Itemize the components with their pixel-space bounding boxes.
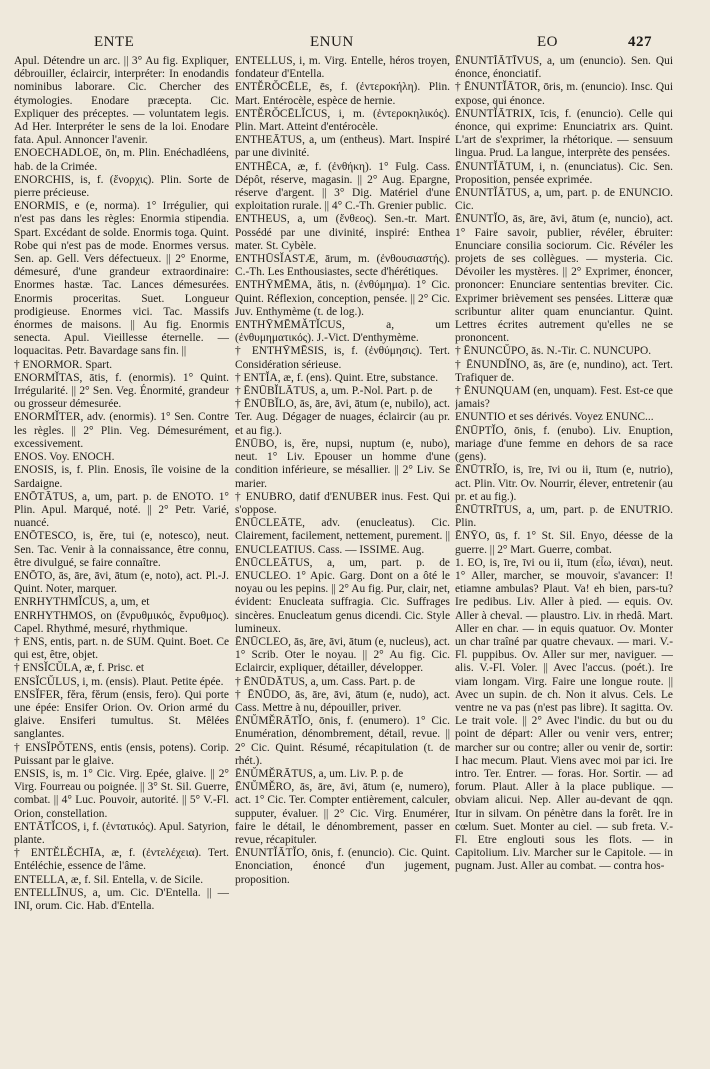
dictionary-entry: † ENUBRO, datif d'ENUBER inus. Fest. Qui s'oppose. (235, 490, 450, 516)
dictionary-entry: † ĒNUNDĬNO, ās, āre (e, nundino), act. Tert. Trafiquer de. (455, 358, 673, 384)
dictionary-entry: ĒNUNTĬO, ās, āre, āvi, ātum (e, nuncio), act. 1° Faire savoir, publier, révéler, ébruiter: Enunciare consilia sociorum. Cic. Révéler les projets de ses collègues. — mysteria. Cic. Dévoiler les mystères. || 2° Exprimer, énoncer, prononcer: Enunciare sententias breviter. Cic. Exprimer brièvement ses pensées. Litteræ quæ scribuntur aliter quam enunciantur. Quint. Lettres écrites autrement qu'elles ne se prononcent. (455, 213, 673, 345)
column-1 (14, 55, 229, 1055)
running-header (0, 34, 710, 52)
dictionary-entry: ĒNUNTĬĀTĪVUS, a, um (enuncio). Sen. Qui énonce, énonciatif. (455, 55, 673, 81)
dictionary-entry: 1. EO, is, īre, īvi ou ii, ītum (εἶω, ἰέναι), neut. 1° Aller, marcher, se mouvoir, s'avancer: I! etiamne ambulas? Plaut. Va! eh bien, pars-tu? Ire pedibus. Liv. Aller à pied. — equis. Ov. Aller à cheval. — plaustro. Liv. in rhedâ. Mart. Aller en char. — in equis quatuor. Ov. Monter un char traîné par quatre chevaux. — mari. V.-Fl. puppibus. Ov. Aller sur mer, naviguer. — alis. V.-Fl. Voler. || Avec l'accus. (poét.). Ire viam longam. Virg. Faire une longue route. || Avec un supin. de ch. Non it alvus. Cels. Le ventre ne va pas (n'est pas libre). It sagitta. Ov. Le trait vole. || 2° Avec l'indic. du but ou du point de départ: Aller ou venir vers, entrer; marcher sur ou contre; aller ou venir de, sortir: I hac mecum. Plaut. Viens avec moi par ici. Ire intro. Ter. Entrer. — foras. Hor. Sortir. — ad forum. Plaut. Aller à la place publique. — obviam alicui. Nep. Aller au-devant de qqn. Itur in silvam. On pénètre dans la forêt. Ire in cœlum. Suet. Monter au ciel. — sub freta. V.-Fl. Etre englouti sous les flots. — in Capitolium. Liv. Marcher sur le Capitole. — in pugnam. Just. Aller au combat. — contra hos- (455, 556, 673, 873)
dictionary-entry: ENORMIS, e (e, norma). 1° Irrégulier, qui n'est pas dans les règles: Enormia stipendia. Spart. Excédant de solde. Enormis toga. Quint. Robe qui n'est pas de mode. Enormes versus. Sen. ap. Gell. Vers défectueux. || 2° Enorme, démesuré, d'une grandeur extraordinaire: Enormes hastæ. Tac. Lances démesurées. Enormis proceritas. Suet. Longueur prodigieuse. Enormes vici. Tac. Massifs énormes de maisons. || Au fig. Enormis senecta. Apul. Vieillesse éternelle. — loquacitas. Petr. Bavardage sans fin. || (14, 200, 229, 358)
dictionary-entry: ĒNUNTĬĀTĬO, ōnis, f. (enuncio). Cic. Quint. Enonciation, énoncé d'un jugement, proposition. (235, 847, 450, 886)
dictionary-entry: ENSIS, is, m. 1° Cic. Virg. Epée, glaive. || 2° Virg. Fourreau ou poignée. || 3° St. Sil. Guerre, combat. || 4° Luc. Pouvoir, autorité. || 5° V.-Fl. Orion, constellation. (14, 767, 229, 820)
dictionary-entry: ĒNŬMĔRO, ās, āre, āvi, ātum (e, numero), act. 1° Cic. Ter. Compter entièrement, calculer, supputer, évaluer. || 2° Cic. Virg. Enumérer, faire le détail, le dénombrement, passer en revue, récapituler. (235, 781, 450, 846)
dictionary-entry: ENTELLĪNUS, a, um. Cic. D'Entella. || — INI, orum. Cic. Hab. d'Entella. (14, 886, 229, 912)
dictionary-entry: ENTHEĀTUS, a, um (entheus). Mart. Inspiré par une divinité. (235, 134, 450, 160)
dictionary-entry: ENORMĬTAS, ātis, f. (enormis). 1° Quint. Irrégularité. || 2° Sen. Veg. Énormité, grandeur ou grosseur démesurée. (14, 371, 229, 411)
dictionary-entry: ĒNUNTĬĀTUS, a, um, part. p. de ENUNCIO. Cic. (455, 187, 673, 213)
dictionary-entry: † ĒNUNTĬĀTOR, ōris, m. (enuncio). Insc. Qui expose, qui énonce. (455, 81, 673, 107)
dictionary-entry: ĒNŬMĔRĀTĬO, ōnis, f. (enumero). 1° Cic. Enumération, dénombrement, détail, revue. || 2° Cic. Quint. Résumé, récapitulation (t. de rhét.). (235, 715, 450, 767)
dictionary-entry: † ENSĬPŎTENS, entis (ensis, potens). Corip. Puissant par le glaive. (14, 741, 229, 767)
dictionary-entry: † ĒNŪBĬLO, ās, āre, āvi, ātum (e, nubilo), act. Ter. Aug. Dégager de nuages, éclaircir (au pr. et au fig.). (235, 398, 450, 437)
column-3 (455, 55, 673, 1055)
dictionary-entry: † ENTĬA, æ, f. (ens). Quint. Etre, substance. (235, 371, 439, 384)
dictionary-entry: ENTELLUS, i, m. Virg. Entelle, héros troyen, fondateur d'Entella. (235, 55, 450, 81)
dictionary-entry: ĒNŪCLEĀTE, adv. (enucleatus). Cic. Clairement, facilement, nettement, purement. || ENUCLEATIUS. Cass. — ISSIME. Aug. (235, 517, 450, 556)
dictionary-entry: ENSĬCŬLUS, i, m. (ensis). Plaut. Petite épée. (14, 675, 224, 688)
header-center-guideword: ENUN (310, 34, 354, 50)
dictionary-entry: † ENTĔLĔCHĪA, æ, f. (ἐντελέχεια). Tert. Entéléchie, essence de l'âme. (14, 847, 229, 873)
dictionary-entry: † ĒNUNCŬPO, ās. N.-Tir. C. NUNCUPO. (455, 345, 652, 358)
column-2 (235, 55, 450, 1055)
dictionary-entry: † ENTHȲMĒSIS, is, f. (ἐνθύμησις). Tert. Considération sérieuse. (235, 345, 450, 371)
dictionary-entry: ĒNŪTRĬO, is, īre, īvi ou ii, ītum (e, nutrio), act. Plin. Vitr. Ov. Nourrir, élever, entretenir (au pr. et au fig.). (455, 464, 673, 503)
dictionary-entry: ENORMĬTER, adv. (enormis). 1° Sen. Contre les règles. || 2° Plin. Veg. Démesurément, excessivement. (14, 411, 229, 450)
dictionary-entry: ENRHYTHMOS, on (ἔνρυθμικός, ἔνρυθμος). Capel. Rhythmé, mesuré, rhythmique. (14, 609, 229, 635)
dictionary-entry: ĒNŪCLEO, ās, āre, āvi, ātum (e, nucleus), act. 1° Scrib. Oter le noyau. || 2° Au fig. Cic. Eclaircir, expliquer, détailler, développer. (235, 635, 450, 675)
header-left-guideword: ENTE (94, 34, 135, 50)
dictionary-entry: ENTĔRŎCĒLE, ēs, f. (ἐντεροκήλη). Plin. Mart. Entérocèle, espèce de hernie. (235, 81, 450, 107)
dictionary-entry: ĒNŪTRĪTUS, a, um, part. p. de ENUTRIO. Plin. (455, 503, 673, 530)
dictionary-entry: † ĒNŪBĬLĀTUS, a, um. P.-Nol. Part. p. de (235, 385, 433, 398)
dictionary-entry: ENŌTO, ās, āre, āvi, ātum (e, noto), act. Pl.-J. Quint. Noter, marquer. (14, 569, 229, 596)
dictionary-entry: ĒNUNTĬĀTRIX, īcis, f. (enuncio). Celle qui énonce, qui exprime: Enunciatrix ars. Quint. L'art de s'exprimer, la rhétorique. — sensuum lingua. Prud. La langue, interprète des pensées. (455, 107, 673, 160)
dictionary-entry: ENŌTĀTUS, a, um, part. p. de ENOTO. 1° Plin. Apul. Marqué, noté. || 2° Petr. Varié, nuancé. (14, 490, 229, 530)
dictionary-entry: ĒNŪCLEĀTUS, a, um, part. p. de ENUCLEO. 1° Apic. Garg. Dont on a ôté le noyau ou les pepins. || 2° Au fig. Pur, clair, net, évident: Enucleata suffragia. Cic. Suffrages sincères. Enucleatum genus dicendi. Cic. Style lumineux. (235, 556, 450, 635)
dictionary-entry: ENTĔRŎCĒLĬCUS, i, m. (ἐντεροκηλικός). Plin. Mart. Atteint d'entérocèle. (235, 107, 450, 134)
dictionary-entry: † ĒNŪDĀTUS, a, um. Cass. Part. p. de (235, 675, 416, 688)
header-right-guideword: EO (537, 34, 558, 50)
dictionary-entry: ENUNTIO et ses dérivés. Voyez ENUNC... (455, 411, 654, 424)
dictionary-entry: Apul. Détendre un arc. || 3° Au fig. Expliquer, débrouiller, éclaircir, interpréter: In enodandis nominibus laborare. Cic. Chercher des étymologies. Enodare præcepta. Cic. Expliquer des préceptes. — voluntatem legis. Ad Her. Interpréter le sens de la loi. Enodare fata. Apul. Annoncer l'avenir. (14, 55, 229, 147)
dictionary-entry: ENTHȲMĒMA, ătis, n. (ἐνθύμημα). 1° Cic. Quint. Réflexion, conception, pensée. || 2° Cic. Juv. Enthymème (t. de log.). (235, 279, 450, 318)
dictionary-entry: ĒNŬMĔRĀTUS, a, um. Liv. P. p. de (235, 767, 404, 780)
dictionary-entry: ENOS. Voy. ENOCH. (14, 451, 115, 464)
dictionary-entry: ENORCHIS, is, f. (ἔνορχις). Plin. Sorte de pierre précieuse. (14, 173, 229, 200)
dictionary-entry: † ENS, entis, part. n. de SUM. Quint. Boet. Ce qui est, être, objet. (14, 635, 229, 662)
dictionary-entry: ENŌTESCO, is, ĕre, tui (e, notesco), neut. Sen. Tac. Venir à la connaissance, être connu, être divulgué, se faire connaître. (14, 530, 229, 569)
dictionary-entry: ENTHĒCA, æ, f. (ἐνθήκη). 1° Fulg. Cass. Dépôt, réserve, magasin. || 2° Aug. Epargne, réserve d'argent. || 3° Dig. Matériel d'une exploitation rurale. || 4° C.-Th. Grenier public. (235, 160, 450, 213)
dictionary-entry: † ĒNŪDO, ās, āre, āvi, ātum (e, nudo), act. Cass. Mettre à nu, dépouiller, priver. (235, 688, 450, 714)
dictionary-entry: ĒNȲO, ūs, f. 1° St. Sil. Enyo, déesse de la guerre. || 2° Mart. Guerre, combat. (455, 530, 673, 556)
dictionary-entry: ENTHŪSĬASTÆ, ārum, m. (ἐνθουσιαστής). C.-Th. Les Enthousiastes, secte d'hérétiques. (235, 253, 450, 279)
dictionary-entry: ENSĬFER, fĕra, fĕrum (ensis, fero). Qui porte une épée: Ensifer Orion. Ov. Orion armé du glaive. Ensiferi tumultus. St. Mêlées sanglantes. (14, 688, 229, 741)
dictionary-entry: ĒNUNTĬĀTUM, i, n. (enunciatus). Cic. Sen. Proposition, pensée exprimée. (455, 160, 673, 186)
dictionary-entry: ENTELLA, æ, f. Sil. Entella, v. de Sicile. (14, 873, 204, 886)
dictionary-entry: † ĒNUNQUAM (en, unquam). Fest. Est-ce que jamais? (455, 385, 673, 411)
dictionary-entry: ENOECHADLOE, ōn, m. Plin. Enéchadléens, hab. de la Crimée. (14, 147, 229, 173)
dictionary-entry: ĒNŪPTĬO, ōnis, f. (enubo). Liv. Enuption, mariage d'une femme en dehors de sa race (gens). (455, 424, 673, 464)
dictionary-entry: † ENSĬCŬLA, æ, f. Prisc. et (14, 662, 145, 675)
dictionary-entry: ENTHEUS, a, um (ἔνθεος). Sen.-tr. Mart. Possédé par une divinité, inspiré: Enthea mater. St. Cybèle. (235, 213, 450, 252)
dictionary-entry: ENOSIS, is, f. Plin. Enosis, île voisine de la Sardaigne. (14, 464, 229, 490)
page-number: 427 (628, 34, 652, 50)
dictionary-entry: ENTHȲMĒMĂTĬCUS, a, um (ἐνθυμηματικός). J.-Vict. D'enthymème. (235, 319, 450, 345)
dictionary-entry: † ENORMOR. Spart. (14, 358, 113, 371)
dictionary-entry: ENTĀTĬCOS, i, f. (ἐντατικός). Apul. Satyrion, plante. (14, 820, 229, 846)
dictionary-entry: ENRHYTHMĬCUS, a, um, et (14, 596, 150, 609)
dictionary-entry: ĒNŪBO, is, ĕre, nupsi, nuptum (e, nubo), neut. 1° Liv. Epouser un homme d'une condition inférieure, se mésallier. || 2° Liv. Se marier. (235, 437, 450, 490)
